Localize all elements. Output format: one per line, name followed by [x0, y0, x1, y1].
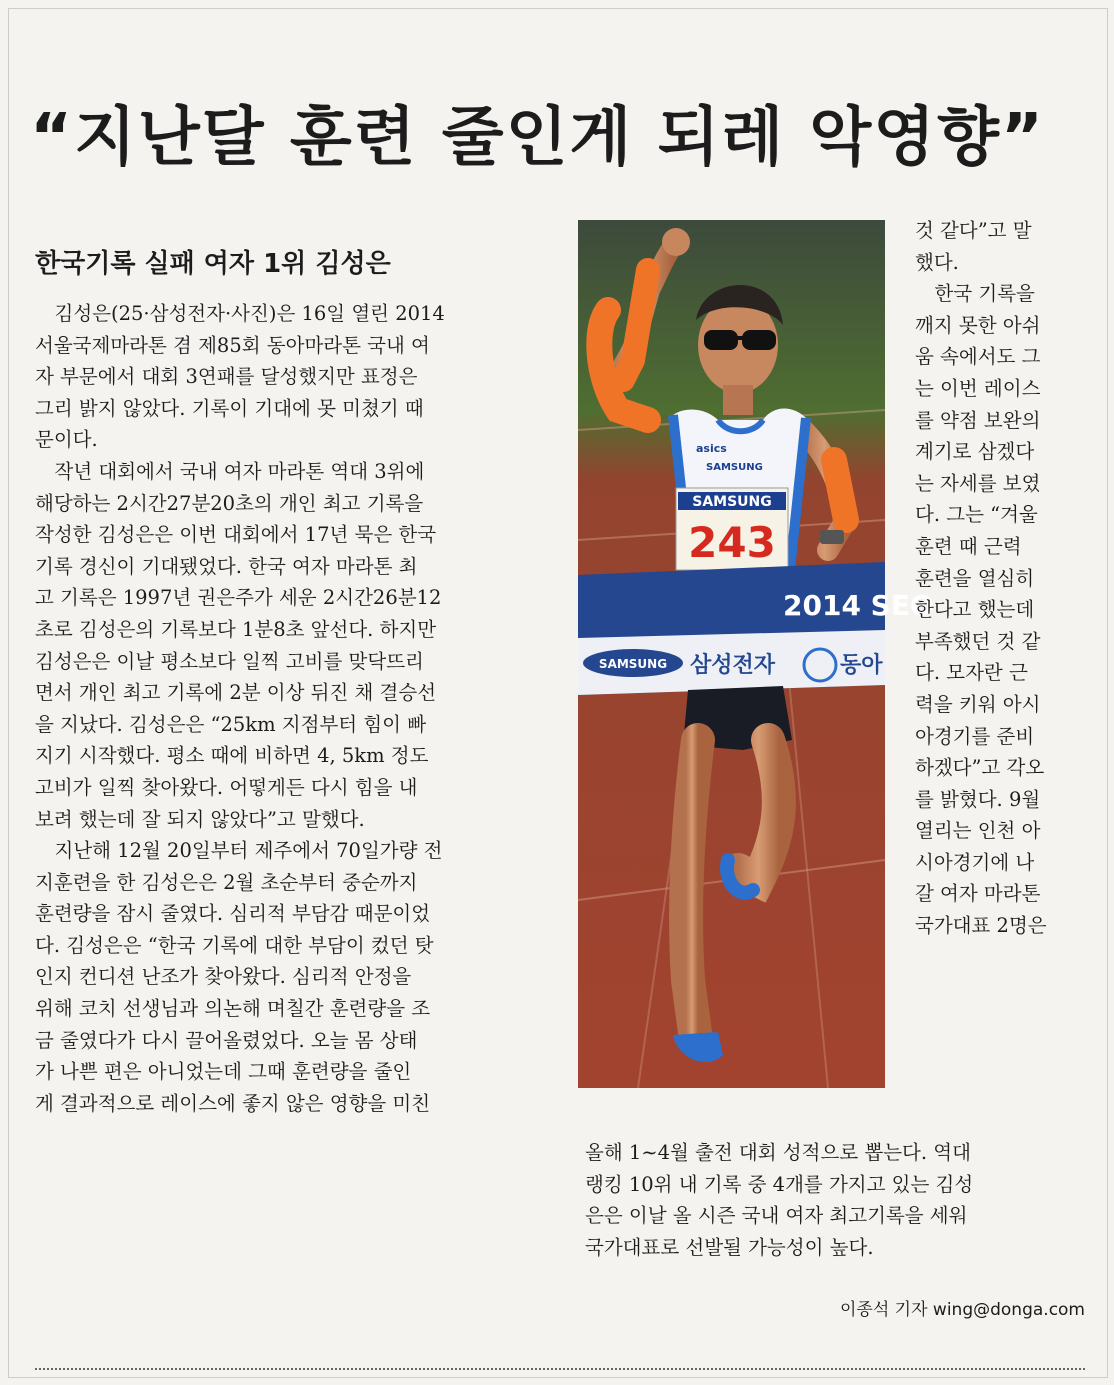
paragraph-1: 김성은(25·삼성전자·사진)은 16일 열린 2014 서울국제마라톤 겸 제85회 동아마라톤 국내 여 자 부문에서 대회 3연패를 달성했지만 표정은 그리 밝지 않았다. 기록이 기대에 못 미쳤기 때 문이다. [35, 302, 445, 452]
bib-number: 243 [688, 518, 776, 567]
banner-korean: 삼성전자 [690, 653, 776, 678]
fist [662, 228, 690, 256]
banner-sponsor: SAMSUNG [598, 657, 668, 671]
article-bottom-column [585, 1137, 1085, 1263]
singlet-sponsor: SAMSUNG [706, 462, 763, 473]
wristwatch [820, 530, 844, 544]
marathon-photo [578, 220, 934, 1088]
paragraph-continued: 것 같다”고 말 했다. [915, 219, 1032, 274]
banner-year-text: 2014 SEO [783, 589, 934, 622]
singlet-brand: asics [696, 442, 727, 455]
banner-donga: 동아 [840, 653, 883, 678]
article-left-column [35, 298, 543, 1119]
paragraph-4: 한국 기록을 깨지 못한 아쉬 움 속에서도 그 는 이번 레이스 를 약점 보완의 계기로 삼겠다 는 자세를 보였 다. 그는 “겨울 훈련 때 근력 훈련을 열심히 한다고 했는데 부족했던 것 같 다. 모자란 근 력을 키워 아시 아경기를 준비 하겠다”고 각오 를 밝혔다. 9월 열리는 인천 아 시아경기에 나 갈 여자 마라톤 국가대표 2명은 [915, 282, 1047, 938]
paragraph-3: 지난해 12월 20일부터 제주에서 70일가량 전 지훈련을 한 김성은은 2월 초순부터 중순까지 훈련량을 잠시 줄였다. 심리적 부담감 때문이었 다. 김성은은 “한국 기록에 대한 부담이 컸던 탓 인지 컨디션 난조가 찾아왔다. 심리적 안정을 위해 코치 선생님과 의논해 며칠간 훈련량을 조 금 줄였다가 다시 끌어올렸었다. 오늘 몸 상태 가 나쁜 편은 아니었는데 그때 훈련량을 줄인 게 결과적으로 레이스에 좋지 않은 영향을 미친 [35, 839, 443, 1115]
bottom-dotted-rule [35, 1368, 1085, 1370]
byline: 이종석 기자 wing@donga.com [840, 1300, 1085, 1320]
headline: “지난달 훈련 줄인게 되레 악영향” [30, 100, 1045, 175]
bib-brand: SAMSUNG [692, 494, 772, 510]
article-right-column [915, 215, 1080, 942]
left-leg [686, 740, 698, 1040]
subheadline: 한국기록 실패 여자 1위 김성은 [35, 248, 391, 279]
paragraph-4-continued: 올해 1∼4월 출전 대회 성적으로 뽑는다. 역대 랭킹 10위 내 기록 중 4개를 가지고 있는 김성 은은 이날 올 시즌 국내 여자 최고기록을 세워 국가대표로 선발될 가능성이 높다. [585, 1141, 974, 1259]
paragraph-2: 작년 대회에서 국내 여자 마라톤 역대 3위에 해당하는 2시간27분20초의 개인 최고 기록을 작성한 김성은은 이번 대회에서 17년 묵은 한국 기록 경신이 기대됐었다. 한국 여자 마라톤 최 고 기록은 1997년 권은주가 세운 2시간26분12 초로 김성은의 기록보다 1분8초 앞선다. 하지만 김성은은 이날 평소보다 일찍 고비를 맞닥뜨리 면서 개인 최고 기록에 2분 이상 뒤진 채 결승선 을 지났다. 김성은은 “25km 지점부터 힘이 빠 지기 시작했다. 평소 때에 비하면 4, 5km 정도 고비가 일찍 찾아왔다. 어떻게든 다시 힘을 내 보려 했는데 잘 되지 않았다”고 말했다. [35, 459, 442, 831]
